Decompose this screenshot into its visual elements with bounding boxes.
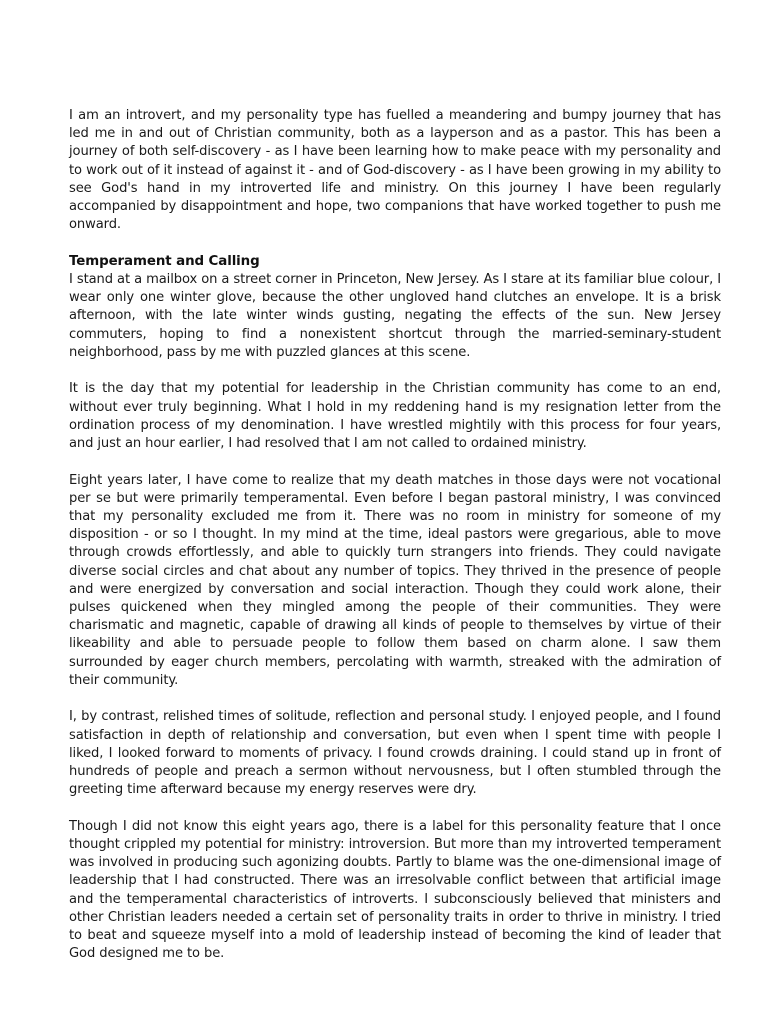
- body-paragraph: I stand at a mailbox on a street corner in Princeton, New Jersey. As I stare at its familiar blue colour, I wear only one winter glove, because the other ungloved hand clutches an envelope. It is a brisk afternoon, with the late winter winds gusting, negating the effects of the sun. New Jersey commuters, hoping to find a nonexistent shortcut through the married-seminary-student neighborhood, pass by me with puzzled glances at this scene.: [69, 272, 721, 360]
- body-paragraph: Though I did not know this eight years ago, there is a label for this personality feature that I once thought crippled my potential for ministry: introversion. But more than my introverted temperament was involved in producing such agonizing doubts. Partly to blame was the one-dimensional image of leadership that I had constructed. There was an irresolvable conflict between that artificial image and the temperamental characteristics of introverts. I subconsciously believed that ministers and other Christian leaders needed a certain set of personality traits in order to thrive in ministry. I tried to beat and squeeze myself into a mold of leadership instead of becoming the kind of leader that God designed me to be.: [69, 818, 721, 962]
- section-heading: Temperament and Calling: [69, 253, 260, 269]
- body-paragraph: It is the day that my potential for leadership in the Christian community has come to an end, without ever truly beginning. What I hold in my reddening hand is my resignation letter from the ordination process of my denomination. I have wrestled mightily with this process for four years, and just an hour earlier, I had resolved that I am not called to ordained ministry.: [69, 381, 721, 452]
- body-paragraph: I, by contrast, relished times of solitude, reflection and personal study. I enjoyed people, and I found satisfaction in depth of relationship and conversation, but even when I spent time with people I liked, I looked forward to moments of privacy. I found crowds draining. I could stand up in front of hundreds of people and preach a sermon without nervousness, but I often stumbled through the greeting time afterward because my energy reserves were dry.: [69, 709, 721, 798]
- document-page: [69, 107, 721, 982]
- body-paragraph: Eight years later, I have come to realize that my death matches in those days were not vocational per se but were primarily temperamental. Even before I began pastoral ministry, I was convinced that my personality excluded me from it. There was no room in ministry for someone of my disposition - or so I thought. In my mind at the time, ideal pastors were gregarious, able to move through crowds effortlessly, and able to quickly turn strangers into friends. They could navigate diverse social circles and chat about any number of topics. They thrived in the presence of people and were energized by conversation and social interaction. Though they could work alone, their pulses quickened when they mingled among the people of their communities. They were charismatic and magnetic, capable of drawing all kinds of people to themselves by virtue of their likeability and able to persuade people to follow them based on charm alone. I saw them surrounded by eager church members, percolating with warmth, streaked with the admiration of their community.: [69, 472, 721, 688]
- intro-paragraph: I am an introvert, and my personality type has fuelled a meandering and bumpy journey that has led me in and out of Christian community, both as a layperson and as a pastor. This has been a journey of both self-discovery - as I have been learning how to make peace with my personality and to work out of it instead of against it - and of God-discovery - as I have been growing in my ability to see God's hand in my introverted life and ministry. On this journey I have been regularly accompanied by disappointment and hope, two companions that have worked together to push me onward.: [69, 108, 721, 233]
